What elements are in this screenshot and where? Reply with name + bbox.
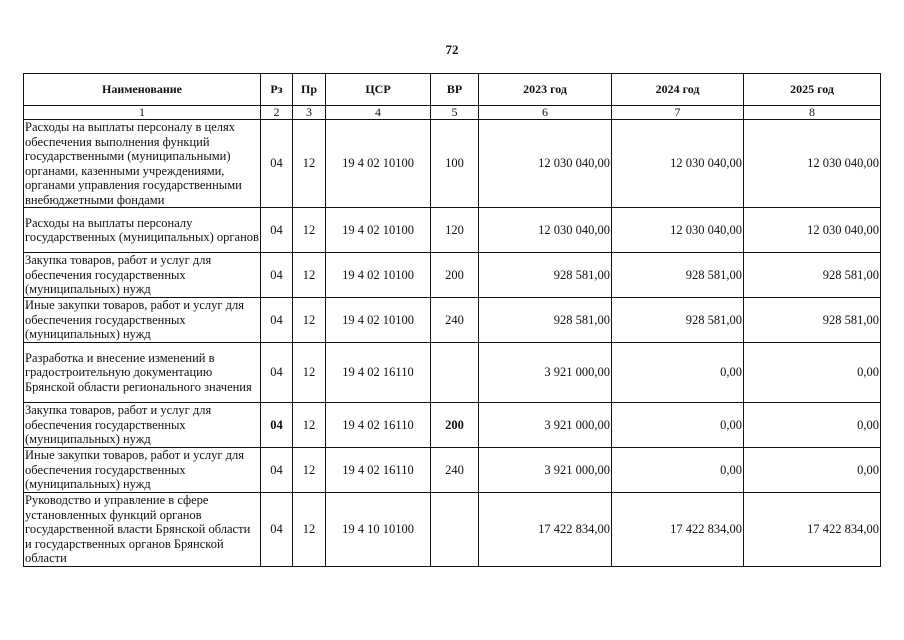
table-row bbox=[24, 448, 881, 493]
row-rz: 04 bbox=[261, 208, 293, 253]
row-csr: 19 4 02 10100 bbox=[326, 298, 431, 343]
row-csr: 19 4 02 16110 bbox=[326, 343, 431, 403]
row-name: Закупка товаров, работ и услуг для обеспечения государственных (муниципальных) нужд bbox=[24, 403, 261, 448]
column-number: 2 bbox=[261, 106, 293, 120]
row-amount-2025: 12 030 040,00 bbox=[744, 208, 881, 253]
row-amount-2025: 0,00 bbox=[744, 403, 881, 448]
table-row bbox=[24, 208, 881, 253]
row-vr: 100 bbox=[431, 120, 479, 208]
header-vr: ВР bbox=[431, 74, 479, 106]
header-pr: Пр bbox=[293, 74, 326, 106]
row-amount-2023: 3 921 000,00 bbox=[479, 403, 612, 448]
header-csr: ЦСР bbox=[326, 74, 431, 106]
row-pr: 12 bbox=[293, 343, 326, 403]
column-number: 7 bbox=[612, 106, 744, 120]
column-number: 4 bbox=[326, 106, 431, 120]
row-csr: 19 4 10 10100 bbox=[326, 493, 431, 567]
row-rz: 04 bbox=[261, 120, 293, 208]
column-number: 3 bbox=[293, 106, 326, 120]
row-name: Расходы на выплаты персоналу государственных (муниципальных) органов bbox=[24, 208, 261, 253]
row-rz: 04 bbox=[261, 298, 293, 343]
row-amount-2023: 17 422 834,00 bbox=[479, 493, 612, 567]
table-row bbox=[24, 403, 881, 448]
row-amount-2025: 0,00 bbox=[744, 448, 881, 493]
page-number: 72 bbox=[445, 42, 459, 57]
row-vr bbox=[431, 343, 479, 403]
row-amount-2023: 928 581,00 bbox=[479, 298, 612, 343]
row-name: Расходы на выплаты персоналу в целях обеспечения выполнения функций государственными (муниципальными) органами, казенными учреждениями, органами управления государственными внебюджетными фондами bbox=[24, 120, 261, 208]
row-rz: 04 bbox=[261, 403, 293, 448]
table-row bbox=[24, 493, 881, 567]
row-amount-2024: 0,00 bbox=[612, 403, 744, 448]
row-amount-2023: 3 921 000,00 bbox=[479, 343, 612, 403]
row-name: Закупка товаров, работ и услуг для обеспечения государственных (муниципальных) нужд bbox=[24, 253, 261, 298]
column-number: 6 bbox=[479, 106, 612, 120]
table-row bbox=[24, 343, 881, 403]
row-name: Иные закупки товаров, работ и услуг для обеспечения государственных (муниципальных) нужд bbox=[24, 298, 261, 343]
row-amount-2025: 928 581,00 bbox=[744, 298, 881, 343]
header-2024: 2024 год bbox=[612, 74, 744, 106]
row-name: Иные закупки товаров, работ и услуг для обеспечения государственных (муниципальных) нужд bbox=[24, 448, 261, 493]
row-rz: 04 bbox=[261, 493, 293, 567]
row-csr: 19 4 02 10100 bbox=[326, 208, 431, 253]
header-2023: 2023 год bbox=[479, 74, 612, 106]
row-vr: 240 bbox=[431, 448, 479, 493]
row-amount-2025: 12 030 040,00 bbox=[744, 120, 881, 208]
row-amount-2025: 17 422 834,00 bbox=[744, 493, 881, 567]
row-vr: 200 bbox=[431, 253, 479, 298]
table-row bbox=[24, 253, 881, 298]
row-name: Руководство и управление в сфере установленных функций органов государственной власти Брянской области и государственных органов Брянской области bbox=[24, 493, 261, 567]
row-amount-2024: 0,00 bbox=[612, 343, 744, 403]
table-row bbox=[24, 120, 881, 208]
table-row bbox=[24, 298, 881, 343]
row-amount-2025: 928 581,00 bbox=[744, 253, 881, 298]
row-pr: 12 bbox=[293, 208, 326, 253]
row-amount-2024: 17 422 834,00 bbox=[612, 493, 744, 567]
row-amount-2024: 928 581,00 bbox=[612, 298, 744, 343]
column-number: 1 bbox=[24, 106, 261, 120]
row-pr: 12 bbox=[293, 493, 326, 567]
header-rz: Рз bbox=[261, 74, 293, 106]
row-csr: 19 4 02 10100 bbox=[326, 120, 431, 208]
row-amount-2024: 12 030 040,00 bbox=[612, 120, 744, 208]
row-amount-2023: 3 921 000,00 bbox=[479, 448, 612, 493]
row-amount-2024: 928 581,00 bbox=[612, 253, 744, 298]
row-csr: 19 4 02 10100 bbox=[326, 253, 431, 298]
row-rz: 04 bbox=[261, 343, 293, 403]
column-number: 5 bbox=[431, 106, 479, 120]
row-pr: 12 bbox=[293, 253, 326, 298]
header-row bbox=[24, 74, 881, 106]
row-pr: 12 bbox=[293, 448, 326, 493]
row-amount-2024: 12 030 040,00 bbox=[612, 208, 744, 253]
header-name: Наименование bbox=[24, 74, 261, 106]
header-2025: 2025 год bbox=[744, 74, 881, 106]
row-amount-2023: 928 581,00 bbox=[479, 253, 612, 298]
row-amount-2023: 12 030 040,00 bbox=[479, 208, 612, 253]
row-rz: 04 bbox=[261, 253, 293, 298]
row-csr: 19 4 02 16110 bbox=[326, 448, 431, 493]
row-rz: 04 bbox=[261, 448, 293, 493]
column-number-row bbox=[24, 106, 881, 120]
row-vr: 120 bbox=[431, 208, 479, 253]
row-pr: 12 bbox=[293, 403, 326, 448]
table-body bbox=[24, 120, 881, 567]
row-amount-2024: 0,00 bbox=[612, 448, 744, 493]
row-amount-2023: 12 030 040,00 bbox=[479, 120, 612, 208]
row-amount-2025: 0,00 bbox=[744, 343, 881, 403]
row-vr bbox=[431, 493, 479, 567]
row-pr: 12 bbox=[293, 298, 326, 343]
row-vr: 200 bbox=[431, 403, 479, 448]
column-number: 8 bbox=[744, 106, 881, 120]
row-vr: 240 bbox=[431, 298, 479, 343]
row-pr: 12 bbox=[293, 120, 326, 208]
row-name: Разработка и внесение изменений в градостроительную документацию Брянской области регионального значения bbox=[24, 343, 261, 403]
row-csr: 19 4 02 16110 bbox=[326, 403, 431, 448]
budget-table bbox=[23, 73, 881, 567]
